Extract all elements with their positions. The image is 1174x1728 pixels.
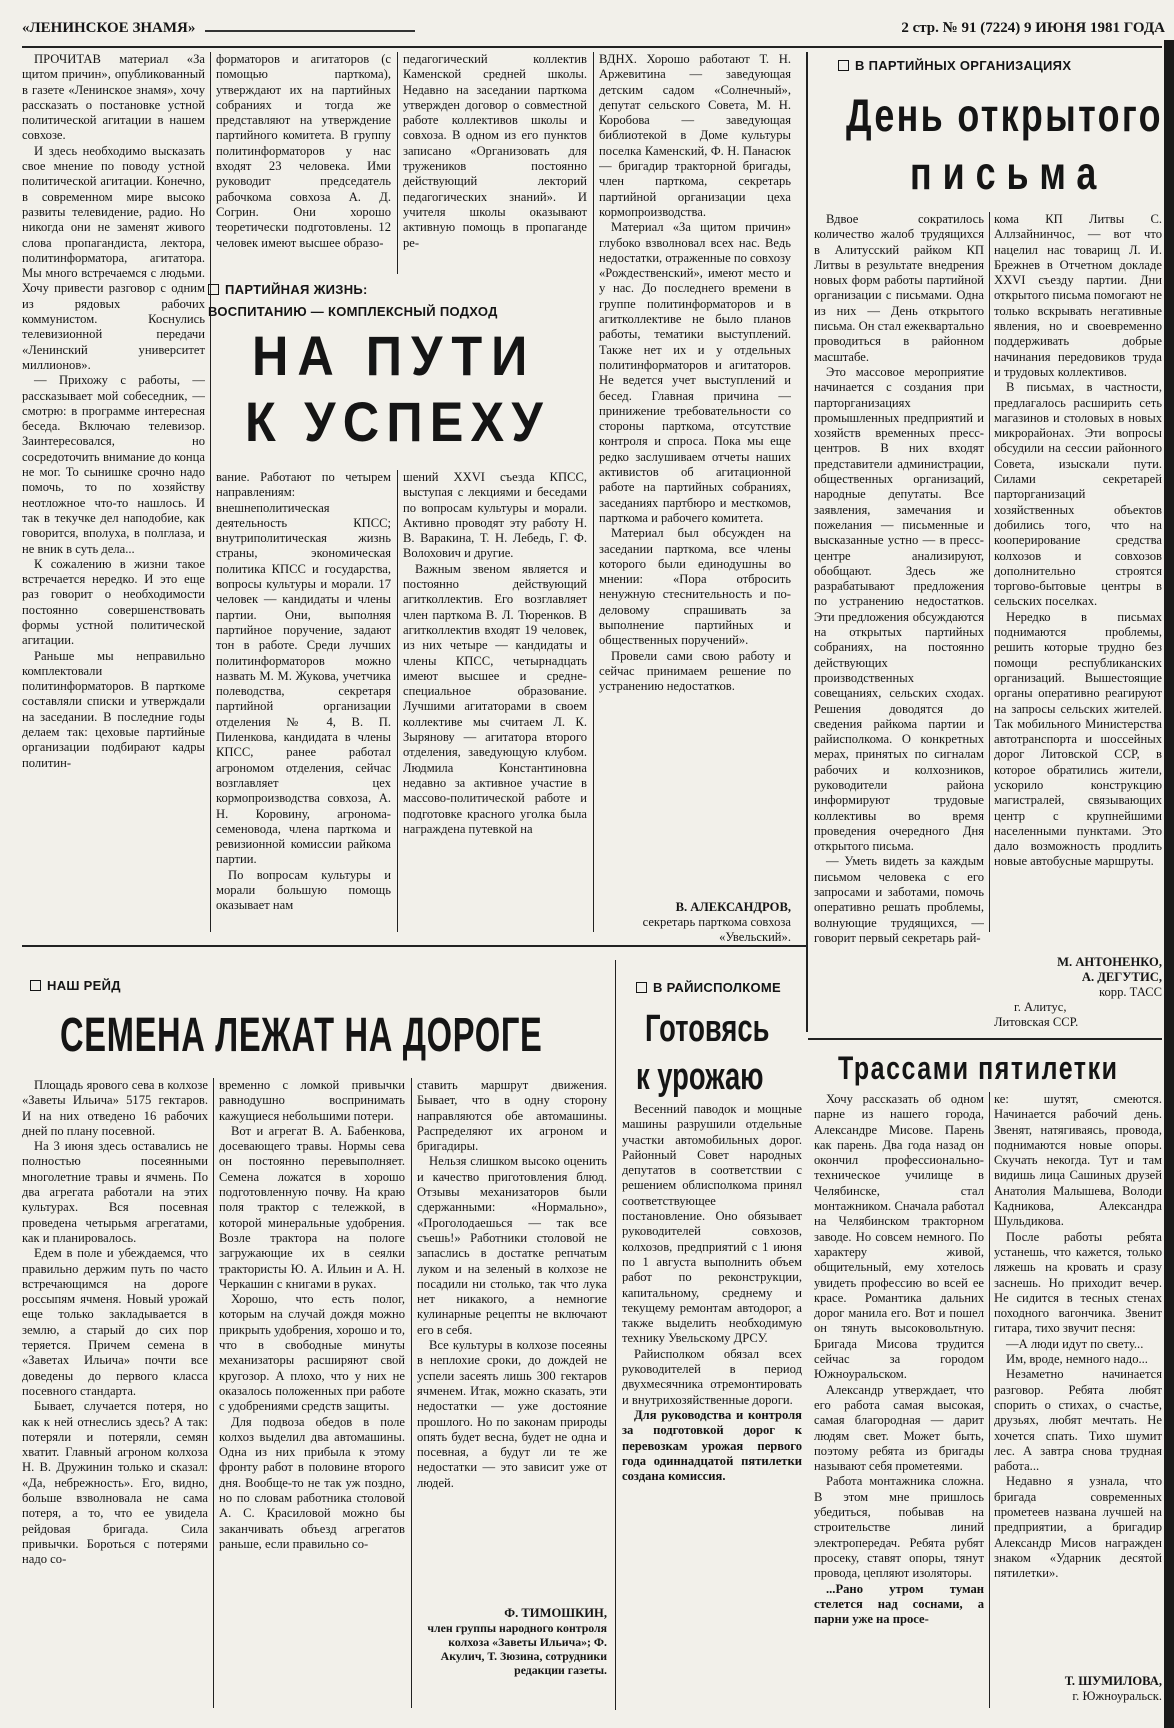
paragraph: Весенний паводок и мощные машины разрушили отдельные участки автомобильных дорог. Районный Совет народных депутатов в соответствии с решением облисполкома принял соответствующее постановление. Оно обязывает руководителей совхозов, колхозов, предприятий с 1 июня по 1 августа выполнить объем работ по реконструкции, капитальному, среднему и текущему ремонтам автодорог, а также выделить необходимую технику Увельскому ДРСУ. [622, 1102, 802, 1346]
column-rule [411, 1078, 412, 1708]
paragraph: Александр утверждает, что его работа самая высокая, самая благородная — дарит людям свет. Может быть, поэтому ребята из бригады называют себя прометеями. [814, 1382, 984, 1474]
paragraph: Площадь ярового сева в колхозе «Заветы Ильича» 5175 гектаров. И на них отведено 16 рабочих дней по плану посевной. [22, 1078, 208, 1138]
paragraph: Нельзя слишком высоко оценить и качество приготовления блюд. Отзывы механизаторов были сдержанными: «Нормально», «Проголодаешься — так все съешь!» Работники столовой не запаслись в достатке репчатым луком и на зеленый в колхозе не посадили ни столько, так что лука нет никакого, а немногие кулинарные рецепты не включают его в себя. [417, 1154, 607, 1337]
main-article-col2-bottom [216, 470, 391, 932]
signature-role: секретарь парткома совхоза «Увельский». [642, 915, 791, 944]
paragraph: ке: шутят, смеются. Начинается рабочий день. Звенят, натягиваясь, провода, поднимаются новые опоры. Скучать некогда. Тут и там видишь лица Сашиных друзей Анатолия Малышева, Володи Кадникова, Александра Шульдикова. [994, 1092, 1162, 1229]
harvest-rubric [636, 980, 826, 995]
main-article-col3-top [403, 52, 587, 274]
paragraph: Им, вроде, немного надо... [1006, 1352, 1148, 1367]
paragraph: Раньше мы неправильно комплектовали политинформаторов. В парткоме составляли списки и утверждали на заседании. В последние годы делаем так: цеховые партийные организации подбирают кадры политин- [22, 648, 205, 770]
column-rule [989, 212, 990, 932]
signature-name: М. АНТОНЕНКО, [1057, 955, 1162, 969]
column-rule [989, 1092, 990, 1708]
main-article-col1 [22, 52, 205, 932]
seeds-rubric [30, 978, 230, 993]
main-article-title-line1: НА ПУТИ [252, 324, 537, 387]
paragraph: Вот и агрегат В. А. Бабенкова, досевающего травы. Нормы сева он постоянно перевыполняет. Семена ложатся в хорошо подготовленную почву. На краю поля трактор с тележкой, в которой минеральные удобрения. Возле трактора на пологе загружающие их в сеялки трактористы Ю. А. Ильин и А. Н. Черкашин с книгами в руках. [219, 1123, 405, 1291]
paragraph: Едем в поле и убеждаемся, что правильно держим путь по часто встречающимся на дороге россыпям ячменя. Новый урожай еще только закладывается в землю, а старый до сих пор теряется. Причем семена в «Заветах Ильича» почти все доведены до первого класса посевного стандарта. [22, 1246, 208, 1398]
paragraph: —А люди идут по свету... [1006, 1336, 1144, 1351]
paragraph: Материал был обсужден на заседании парткома, все члены которого были единодушны во мнении: «Пора отбросить ненужную стеснительность и по-деловому спрашивать за выполнение партийных и общественных поручений». [599, 526, 791, 648]
column-rule [397, 52, 398, 274]
main-article-col4 [599, 52, 791, 882]
seeds-col2 [219, 1078, 405, 1706]
paragraph: Хорошо, что есть полог, которым на случай дождя можно прикрыть удобрения, хорошо и то, что в свободные минуты механизаторы расширяют свой кругозор. А плохо, что у них не оказалось положенных при работе с удобрениями средств защиты. [219, 1292, 405, 1414]
paragraph: На 3 июня здесь оставались не полностью посеянными многолетние травы и ячмень. По два агрегата работали на этих культурах. Вся посевная проведена четырьмя агрегатами, как и планировалось. [22, 1139, 208, 1245]
paragraph: Материал «За щитом причин» глубоко взволновал всех нас. Ведь недостатки, отраженные по совхозу «Рождественский», имеют место и у нас. До последнего времени в группе политинформаторов и в агитколлективе не было планов работы, тематики выступлений. Также нет их и у отдельных политинформаторов и агитаторов. Не ведется учет выступлений и бесед. Главная причина — принижение требовательности со стороны парткома, отсутствие контроля и спроса. Пока мы еще редко заслушиваем отчеты наших активистов об агитационной работе на партийных собраниях, заседаниях партбюро и месткомов, парткома и рабочего комитета. [599, 220, 791, 525]
paragraph: Вдвое сократилось количество жалоб трудящихся в Алитусский райком КП Литвы в результате внедрения новых форм работы партийной организации с письмами. Одна из них — День открытого письма. Он стал ежеквартально проводиться в районном масштабе. [814, 212, 984, 364]
paragraph: форматоров и агитаторов (с помощью парткома), утверждают их на партийных собраниях и тогда же представляют на утверждение партийного комитета. В группу политинформаторов у нас входят 23 человека. Ими руководит председатель рабочкома совхоза А. Д. Согрин. Они хорошо теоретически подготовлены. 12 человек имеют высшее образо- [216, 52, 391, 250]
paragraph: В письмах, в частности, предлагалось расширить сеть магазинов и столовых в новых микрорайонах. Эти вопросы обсудили на сессии районного Совета, изыскали пути. Силами секретарей парторганизаций хозяйственных объектов добились того, что на кооперирование средства колхозов и совхозов дополнительно строятся торгово-бытовые центры в сельских поселках. [994, 380, 1162, 609]
letters-signature [994, 955, 1162, 1000]
routes-col1 [814, 1092, 984, 1708]
paragraph: временно с ломкой привычки равнодушно воспринимать кажущиеся небольшими потери. [219, 1078, 405, 1123]
rubric-box-icon [838, 60, 849, 71]
seeds-col3 [417, 1078, 607, 1600]
column-rule [615, 960, 616, 1710]
section-rule [806, 52, 808, 1032]
column-rule [593, 52, 594, 932]
main-article-col2-top [216, 52, 391, 274]
page-info: 2 стр. № 91 (7224) 9 ИЮНЯ 1981 ГОДА [901, 20, 1165, 36]
paragraph: Провели сами свою работу и сейчас принимаем решение по устранению недостатков. [599, 648, 791, 694]
header-rule [22, 46, 1162, 48]
place-line: Литовская ССР. [994, 1015, 1079, 1029]
section-rule [808, 1038, 1162, 1040]
main-article-title-line2: К УСПЕХУ [245, 390, 550, 453]
rubric-box-icon [30, 980, 41, 991]
column-rule [210, 52, 211, 932]
letters-place [994, 1000, 1162, 1030]
harvest-title-line1: Готовясь [645, 1008, 770, 1050]
paragraph: По вопросам культуры и морали большую помощь оказывает нам [216, 867, 391, 913]
rubric-box-icon [208, 284, 219, 295]
rubric-text: В ПАРТИЙНЫХ ОРГАНИЗАЦИЯХ [855, 58, 1072, 73]
paragraph: Для руководства и контроля за подготовкой дорог к перевозкам урожая первого года одиннадцатой пятилетки создана комиссия. [622, 1407, 802, 1484]
harvest-body [622, 1102, 802, 1708]
scan-edge-shadow [1164, 40, 1174, 1728]
rubric-text: В РАЙИСПОЛКОМЕ [653, 980, 781, 995]
paragraph: Незаметно начинается разговор. Ребята любят спорить о стихах, о счастье, друзьях, любят мечтать. Не хочется спать. Тихо шумит лес. А завтра снова трудная работа... [994, 1367, 1162, 1474]
routes-signature [994, 1674, 1162, 1704]
paragraph: ...Рано утром туман стелется над соснами, а парни уже на просе- [814, 1581, 984, 1627]
seeds-title: СЕМЕНА ЛЕЖАТ НА ДОРОГЕ [60, 1009, 543, 1062]
routes-title: Трассами пятилетки [838, 1050, 1119, 1086]
paragraph: И здесь необходимо высказать свое мнение по поводу устной политической агитации. Конечно, в современном мире высоко развиты телевидение, радио. Но никогда они не заменят живого слова пропагандиста, лектора, политинформатора, агитатора. Мы много встречаемся с людьми. Хочу привести разговор с одним из рядовых рабочих коммунистом. Коснулись телевизионной передачи «Ленинский университет миллионов». [22, 143, 205, 372]
signature-name: В. АЛЕКСАНДРОВ, [675, 900, 791, 914]
place-line: г. Алитус, [1014, 1000, 1067, 1014]
rubric-text: ПАРТИЙНАЯ ЖИЗНЬ: [225, 282, 368, 297]
paragraph: Нередко в письмах поднимаются проблемы, решить которые трудно без помощи республиканских организаций. Вышестоящие органы оперативно реагируют на запросы сельских жителей. Так мобильного Министерства автотранспорта и шоссейных дорог Литовской ССР, в которое обратились жители, ускорило конструкцию магистралей, связывающих центр с крупнейшими населенными пунктами. Это дало возможность продлить новые автобусные маршруты. [994, 609, 1162, 869]
rubric-box-icon [636, 982, 647, 993]
letters-col1 [814, 212, 984, 1032]
paragraph: Хочу рассказать об одном парне из нашего города, Александре Мисове. Парень как парень. Два года назад он окончил профессионально-техническое училище в Челябинске, стал монтажником. Сначала работал на Челябинском тракторном заводе. Но совсем немного. По характеру живой, общительный, ему хотелось увидеть профессию во всей ее красе. Романтика дальних дорог манила его. Вот и пошел он тянуть высоковольтную. Бригада Мисова трудится сейчас за городом Южноуральском. [814, 1092, 984, 1382]
paragraph: Работа монтажника сложна. В этом мне пришлось убедиться, побывав на строительстве линий электропередач. Ребята рубят просеку, ставят опоры, тянут провода, цепляют изоляторы. [814, 1474, 984, 1581]
paragraph: Бывает, случается потеря, но как к ней отнеслись здесь? А так: потеряли и потеряли, семян хватит. Главный агроном колхоза Н. В. Дружинин только и сказал: «Да, небрежность». Его, видно, больше взволновала не сама потеря, а то, что ее увидела рейдовая бригада. Сила привычки. Бороться с потерями надо со- [22, 1399, 208, 1567]
paragraph: — Прихожу с работы, — рассказывает мой собеседник, — смотрю: в программе интересная беседа. Включаю телевизор. Заинтересовался, но сосредоточить внимание до конца не мог. То сынишке срочно надо помочь, то по хозяйству неотложное что-то нашлось. И так в текучке дел наподобие, как говорится, вполуха, в полглаза, и не вник в суть дела... [22, 373, 205, 556]
seeds-col1 [22, 1078, 208, 1706]
paragraph: шений XXVI съезда КПСС, выступая с лекциями и беседами по вопросам культуры и морали. Активно проводят эту работу Н. В. Варакина, Т. Н. Лебедь, Г. Ф. Волохович и другие. [403, 470, 587, 561]
paragraph: — Уметь видеть за каждым письмом человека с его запросами и заботами, помочь оперативно решать проблемы, волнующие трудящихся, — говорит первый секретарь рай- [814, 854, 984, 945]
main-article-rubric [208, 282, 598, 297]
paragraph: Недавно я узнала, что бригада современных прометеев названа лучшей на предприятии, а бригадир Александр Мисов награжден знаком «Ударник десятой пятилетки». [994, 1474, 1162, 1581]
signature-role: член группы народного контроля колхоза «Заветы Ильича»; Ф. Акулич, Т. Зюзина, сотрудники редакции газеты. [427, 1621, 607, 1677]
signature-name: Т. ШУМИЛОВА, [1064, 1674, 1162, 1688]
letters-col2 [994, 212, 1162, 952]
paragraph: кома КП Литвы С. Аллзайнинчос, — вот что нацелил нас товарищ Л. И. Брежнев в Отчетном докладе XXVI съезду партии. Дни открытого письма помогают не только вскрывать негативные явления, но и своевременно поддерживать добрые начинания передовиков труда и трудовых коллективов. [994, 212, 1162, 379]
signature-place: г. Южноуральск. [1072, 1689, 1162, 1703]
paragraph: педагогический коллектив Каменской средней школы. Недавно на заседании парткома утвержден договор о совместной работе коллективов школы и совхоза. В одном из его пунктов записано «Организовать для тружеников постоянно действующий лекторий педагогических знаний». И учителя школы оказывают активную помощь в пропаганде ре- [403, 52, 587, 250]
seeds-signature [417, 1606, 607, 1677]
paragraph: Это массовое мероприятие начинается с создания при парторганизациях промышленных предприятий и хозяйств временных пресс-центров. В них входят представители администрации, общественных организаций, народные депутаты. Все заявления, замечания и пожелания — письменные и высказанные устно — в пресс-центре анализируют, обобщают. Здесь же разрабатывают предложения по устранению недостатков. Эти предложения обсуждаются на открытых партийных собраниях, на постоянно действующих производственных совещаниях, сельских сходах. Решения доводятся до сведения райкома партии и райисполкома. О конкретных мерах, принятых по сигналам рабочих и колхозников, руководители района информируют трудовые коллективы во время проведения очередного Дня открытого письма. [814, 364, 984, 854]
paper-name-text: «ЛЕНИНСКОЕ ЗНАМЯ» [22, 20, 196, 36]
signature-role: корр. ТАСС [1099, 985, 1162, 999]
paragraph: Все культуры в колхозе посеяны в неплохие сроки, до дождей не успели засеять лишь 300 гектаров ячменем. Итак, можно сказать, эти недостатки — уже достояние прошлого. Но по законам природы опять будет весна, будет не одна и посевная, а будут ли те же недостатки — это зависит уже от людей. [417, 1338, 607, 1490]
letters-title-line1: День открытого [846, 89, 1163, 141]
paragraph: К сожалению в жизни такое встречается нередко. И это еще раз говорит о необходимости постоянно совершенствовать формы устной политической агитации. [22, 556, 205, 648]
column-rule [397, 470, 398, 932]
signature-name: А. ДЕГУТИС, [1081, 970, 1162, 984]
letters-rubric [838, 58, 1158, 73]
section-rule [22, 945, 806, 947]
letters-title-line2: письма [910, 147, 1108, 199]
paragraph: ставить маршрут движения. Бывает, что в одну сторону направляются обе автомашины. Распределяют их агроном и бригадиры. [417, 1078, 607, 1154]
paragraph: ВДНХ. Хорошо работают Т. Н. Аржевитина — заведующая детским садом «Солнечный», депутат сельского Совета, М. Н. Коробова — заведующая библиотекой в Доме культуры поселка Каменский, Ф. Н. Панасюк — бригадир тракторной бригады, член парткома, секретарь партийной организации цеха кормопроизводства. [599, 52, 791, 219]
paragraph: Важным звеном является и постоянно действующий агитколлектив. Его возглавляет член парткома В. Л. Тюренков. В агитколлектив входят 19 человек, из них четыре — кандидаты и члены КПСС, четырнадцать имеют высшее и средне-специальное образование. Лучшими агитаторами в своем коллективе мы считаем Л. К. Зырянову — агитатора второго отделения, заведующую клубом. Людмила Константиновна недавно за активное участие в массово-политической работе и подготовке красного уголка была награждена путевкой на [403, 561, 587, 836]
main-article-signature [599, 900, 791, 945]
harvest-title-line2: к урожаю [636, 1056, 764, 1098]
main-article-col3-bottom [403, 470, 587, 932]
main-article-rubric-sub: ВОСПИТАНИЮ — КОМПЛЕКСНЫЙ ПОДХОД [208, 304, 498, 319]
column-rule [213, 1078, 214, 1708]
paragraph: Райисполком обязал всех руководителей в период двухмесячника отремонтировать и внутрихозяйственные дороги. [622, 1346, 802, 1407]
paragraph: Для подвоза обедов в поле колхоз выделил два автомашины. Одна из них прибыла к этому фронту работ в половине второго дня. Вообще-то не так уж поздно, но по словам работника столовой А. С. Красиловой можно бы заканчивать объезд агрегатов раньше, если правильно со- [219, 1414, 405, 1551]
routes-col2 [994, 1092, 1162, 1664]
strikethrough-mark [205, 30, 415, 32]
paragraph: вание. Работают по четырем направлениям: внешнеполитическая деятельность КПСС; внутриполитическая жизнь страны, экономическая политика КПСС и государства, вопросы культуры и морали. 17 человек — кандидаты и члены партии. Они, выполняя партийное поручение, задают тон в работе. Среди лучших политинформаторов можно назвать М. М. Жукова, учетчика полеводства, секретаря партийной организации отделения № 4, В. П. Пиленкова, кандидата в члены КПСС, ранее работал агрономом отделения, сейчас возглавляет цех кормопроизводства совхоза, А. Н. Коровину, агронома-семеновода, члена парткома и ревизионной комиссии райкома партии. [216, 470, 391, 867]
signature-name: Ф. ТИМОШКИН, [504, 1606, 607, 1620]
paragraph: ПРОЧИТАВ материал «За щитом причин», опубликованный в газете «Ленинское знамя», хочу рассказать о постановке устной политической агитации в нашем совхозе. [22, 52, 205, 143]
paragraph: После работы ребята устанешь, что кажется, только ляжешь на кровать и сразу заснешь. Но приходит вечер. Не сидится в тесных стенах походного вагончика. Звенит гитара, тихо звучит песня: [994, 1229, 1162, 1336]
rubric-text: НАШ РЕЙД [47, 978, 121, 993]
